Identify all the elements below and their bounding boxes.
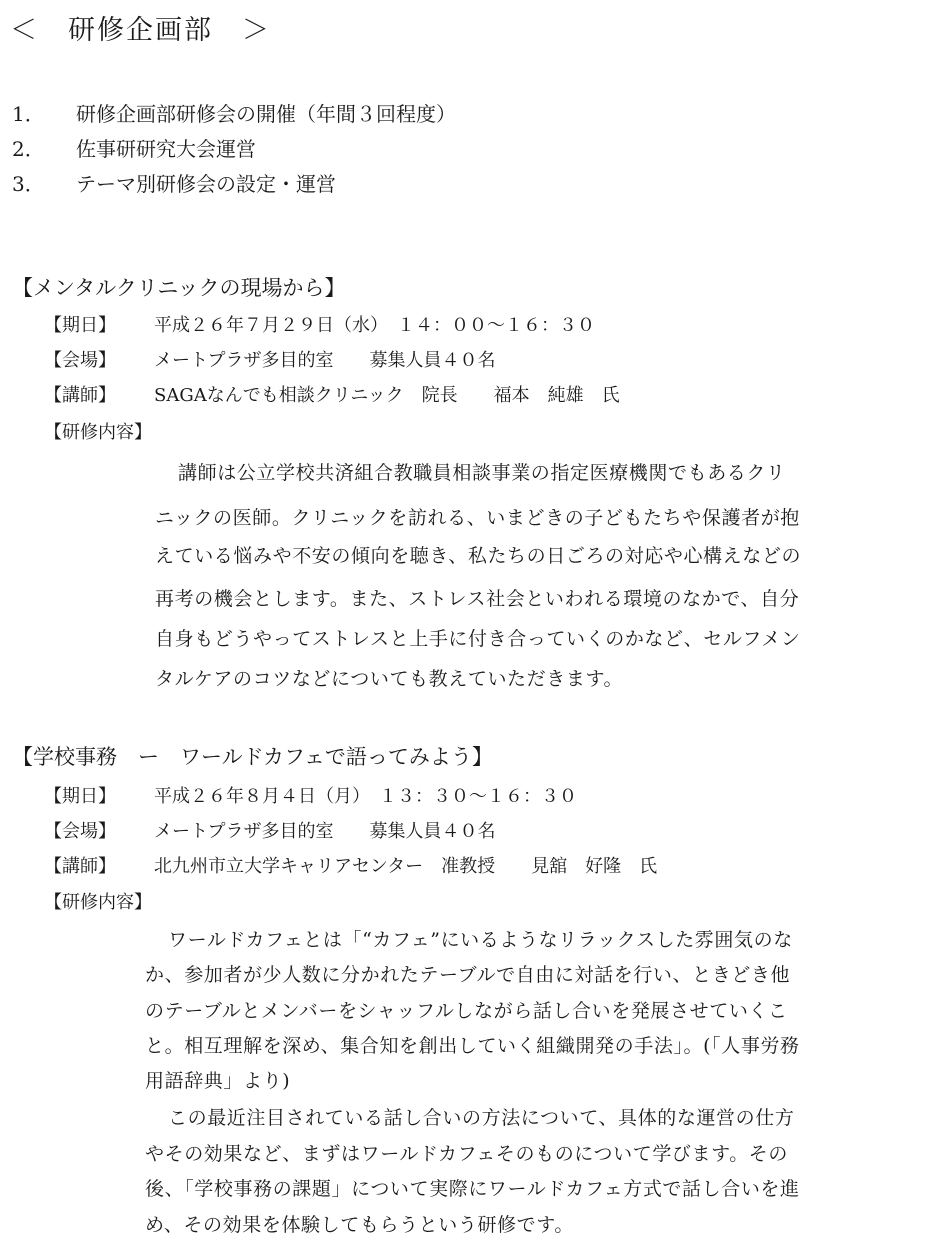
lecturer-label: 【講師】 — [44, 385, 116, 406]
body-line: か、参加者が少人数に分かれたテーブルで自由に対話を行い、ときどき他 — [145, 964, 791, 986]
body-line: と。相互理解を深め、集合知を創出していく組織開発の手法」。(「人事労務 — [145, 1035, 800, 1057]
section-heading: 【学校事務 ー ワールドカフェで語ってみよう】 — [12, 745, 493, 769]
list-item-number: 3． — [12, 172, 45, 196]
date-value: 平成２６年８月４日（月） １３：３０～１６：３０ — [154, 786, 577, 807]
body-line: タルケアのコツなどについても教えていただきます。 — [155, 668, 624, 690]
body-line: 後、「学校事務の課題」について実際にワールドカフェ方式で話し合いを進 — [145, 1178, 800, 1200]
list-item-text: テーマ別研修会の設定・運営 — [76, 172, 336, 196]
body-line: 再考の機会とします。また、ストレス社会といわれる環境のなかで、自分 — [155, 588, 800, 610]
body-line: のテーブルとメンバーをシャッフルしながら話し合いを発展させていくこ — [145, 1000, 788, 1022]
venue-label: 【会場】 — [44, 350, 116, 371]
body-line: め、その効果を体験してもらうという研修です。 — [145, 1214, 574, 1236]
venue-value: メートプラザ多目的室 募集人員４０名 — [154, 821, 496, 842]
content-label: 【研修内容】 — [44, 422, 152, 443]
date-value: 平成２６年７月２９日（水） １４：００～１６：３０ — [154, 315, 595, 336]
date-label: 【期日】 — [44, 786, 116, 807]
venue-value: メートプラザ多目的室 募集人員４０名 — [154, 350, 496, 371]
list-item-number: 2． — [12, 137, 45, 161]
venue-label: 【会場】 — [44, 821, 116, 842]
body-line: えている悩みや不安の傾向を聴き、私たちの日ごろの対応や心構えなどの — [155, 545, 802, 567]
lecturer-value: 北九州市立大学キャリアセンター 准教授 見舘 好隆 氏 — [154, 856, 658, 877]
list-item-number: 1． — [12, 102, 45, 126]
body-line: やその効果など、まずはワールドカフェそのものについて学びます。その — [145, 1143, 789, 1165]
body-line: 用語辞典」より) — [145, 1070, 291, 1092]
page-title: ＜ 研修企画部 ＞ — [10, 15, 271, 46]
list-item-text: 佐事研研究大会運営 — [76, 137, 256, 161]
body-line: この最近注目されている話し合いの方法について、具体的な運営の仕方 — [168, 1107, 795, 1129]
date-label: 【期日】 — [44, 315, 116, 336]
body-line: ニックの医師。クリニックを訪れる、いまどきの子どもたちや保護者が抱 — [155, 507, 800, 529]
list-item-text: 研修企画部研修会の開催（年間３回程度） — [76, 102, 456, 126]
content-label: 【研修内容】 — [44, 892, 152, 913]
lecturer-label: 【講師】 — [44, 856, 116, 877]
lecturer-value: SAGAなんでも相談クリニック 院長 福本 純雄 氏 — [154, 385, 620, 406]
body-line: ワールドカフェとは「“カフェ”にいるようなリラックスした雰囲気のな — [168, 929, 793, 951]
body-line: 自身もどうやってストレスと上手に付き合っていくのかなど、セルフメン — [155, 628, 801, 650]
body-line: 講師は公立学校共済組合教職員相談事業の指定医療機関でもあるクリ — [178, 462, 786, 484]
section-heading: 【メンタルクリニックの現場から】 — [12, 276, 346, 300]
